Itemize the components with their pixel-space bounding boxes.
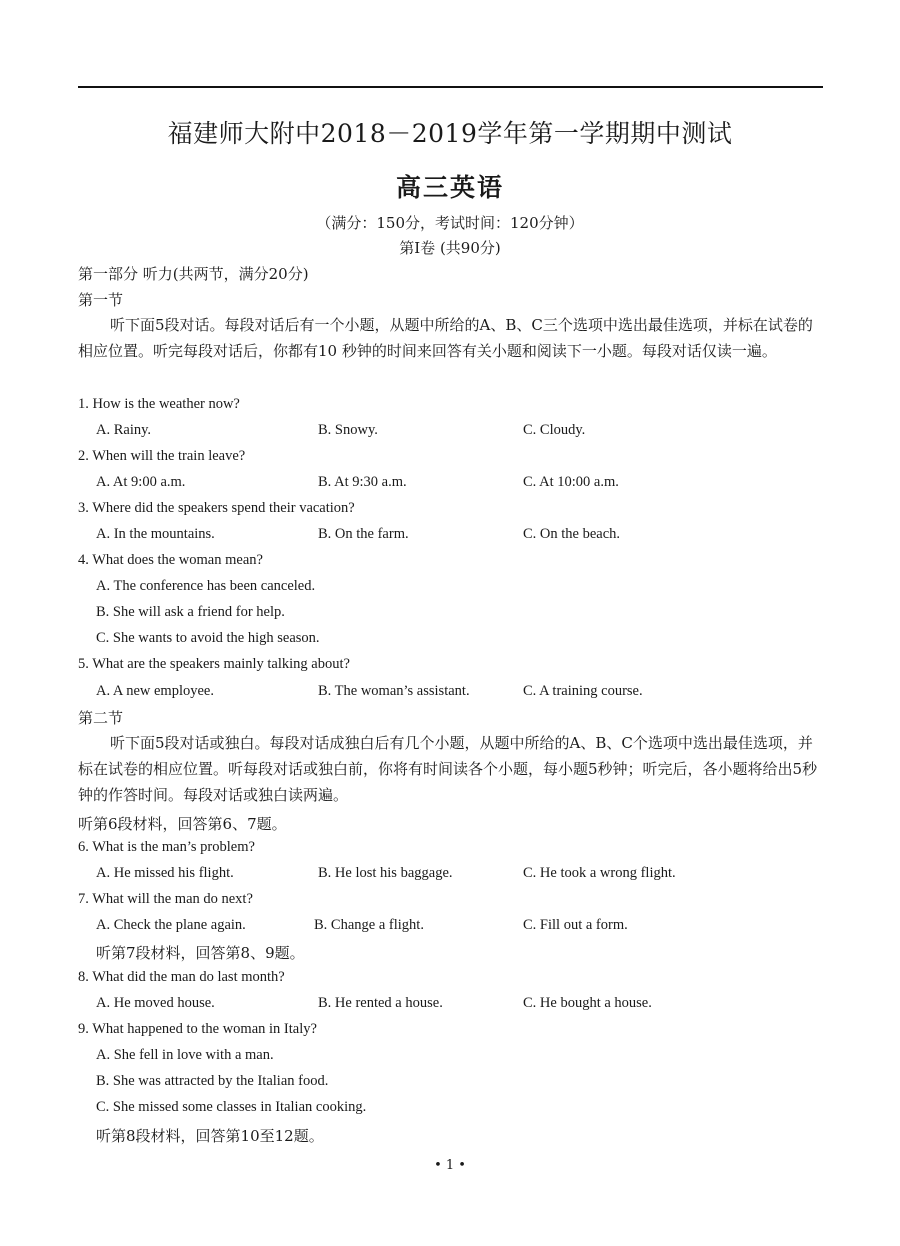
- exam-meta: （满分：150分，考试时间：120分钟）: [316, 214, 584, 232]
- q1-option-a: A. Rainy.: [96, 422, 152, 438]
- question-7: 7. What will the man do next?: [78, 891, 253, 907]
- q2-option-c: C. At 10:00 a.m.: [523, 474, 619, 490]
- question-2: 2. When will the train leave?: [78, 448, 246, 464]
- q7-option-c: C. Fill out a form.: [523, 917, 628, 933]
- question-3: 3. Where did the speakers spend their vacation?: [78, 500, 355, 516]
- section2-instructions: 听下面5段对话或独白。每段对话成独白后有几个小题，从题中所给的A、B、C个选项中选出最佳选项，并标在试卷的相应位置。听每段对话或独白前，你将有时间读各个小题，每小题5秒钟；听完后，各小题将给出5秒钟的作答时间。每段对话或独白读两遍。: [78, 734, 818, 804]
- q4-option-c: C. She wants to avoid the high season.: [96, 630, 320, 646]
- q5-option-a: A. A new employee.: [96, 683, 214, 699]
- listening-note-8: 听第8段材料，回答第10至12题。: [96, 1127, 324, 1145]
- question-6: 6. What is the man’s problem?: [78, 839, 255, 855]
- q7-option-a: A. Check the plane again.: [96, 917, 246, 933]
- q3-option-a: A. In the mountains.: [96, 526, 215, 542]
- question-1: 1. How is the weather now?: [78, 396, 240, 412]
- section1-label: 第一节: [78, 291, 124, 309]
- q9-option-a: A. She fell in love with a man.: [96, 1047, 274, 1063]
- volume-heading: 第Ⅰ卷 (共90分): [399, 239, 501, 257]
- q6-option-c: C. He took a wrong flight.: [523, 865, 676, 881]
- q4-option-b: B. She will ask a friend for help.: [96, 604, 285, 620]
- q6-option-a: A. He missed his flight.: [96, 865, 234, 881]
- exam-title: 福建师大附中2018－2019学年第一学期期中测试: [167, 119, 733, 148]
- q8-option-a: A. He moved house.: [96, 995, 215, 1011]
- q2-option-b: B. At 9:30 a.m.: [318, 474, 407, 490]
- q4-option-a: A. The conference has been canceled.: [96, 578, 316, 594]
- q5-option-c: C. A training course.: [523, 683, 643, 699]
- q6-option-b: B. He lost his baggage.: [318, 865, 453, 881]
- part1-heading: 第一部分 听力(共两节，满分20分): [78, 265, 309, 283]
- listening-note-7: 听第7段材料，回答第8、9题。: [96, 944, 305, 962]
- q8-option-c: C. He bought a house.: [523, 995, 652, 1011]
- question-5: 5. What are the speakers mainly talking about?: [78, 656, 350, 672]
- q3-option-b: B. On the farm.: [318, 526, 409, 542]
- section1-instructions: 听下面5段对话。每段对话后有一个小题，从题中所给的A、B、C三个选项中选出最佳选项，并标在试卷的相应位置。听完每段对话后，你都有10 秒钟的时间来回答有关小题和阅读下一小题。每段对话仅读一遍。: [78, 316, 813, 360]
- question-8: 8. What did the man do last month?: [78, 969, 285, 985]
- q5-option-b: B. The woman’s assistant.: [318, 683, 470, 699]
- top-rule: [78, 86, 823, 88]
- exam-subtitle: 高三英语: [395, 173, 504, 202]
- q7-option-b: B. Change a flight.: [314, 917, 424, 933]
- q9-option-c: C. She missed some classes in Italian cooking.: [96, 1099, 367, 1115]
- page-number: • 1 •: [434, 1158, 466, 1173]
- q3-option-c: C. On the beach.: [523, 526, 621, 542]
- q8-option-b: B. He rented a house.: [318, 995, 443, 1011]
- section2-label: 第二节: [78, 709, 124, 727]
- q2-option-a: A. At 9:00 a.m.: [96, 474, 186, 490]
- q1-option-b: B. Snowy.: [318, 422, 378, 438]
- question-4: 4. What does the woman mean?: [78, 552, 263, 568]
- q9-option-b: B. She was attracted by the Italian food.: [96, 1073, 329, 1089]
- q1-option-c: C. Cloudy.: [523, 422, 586, 438]
- listening-note-6: 听第6段材料，回答第6、7题。: [78, 815, 287, 833]
- question-9: 9. What happened to the woman in Italy?: [78, 1021, 317, 1037]
